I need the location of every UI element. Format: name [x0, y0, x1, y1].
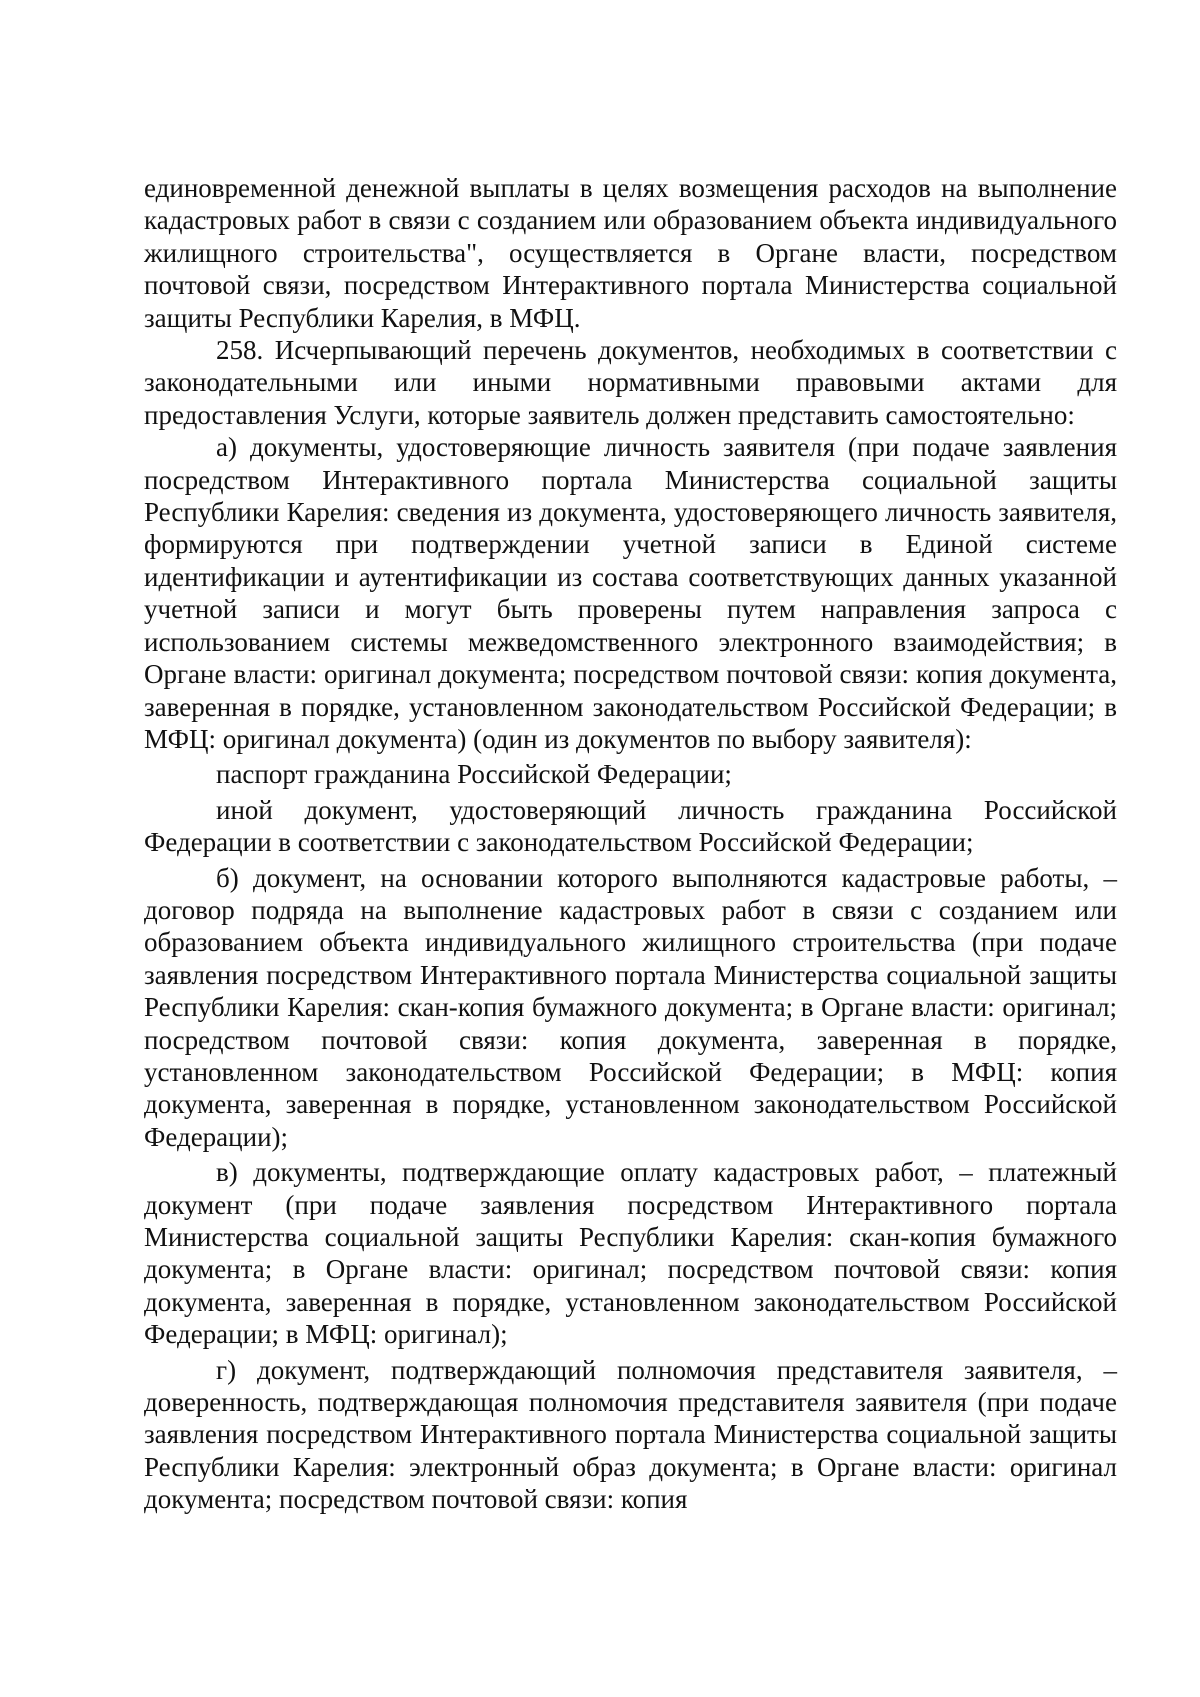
paragraph-other-id: иной документ, удостоверяющий личность гражданина Российской Федерации в соответствии с законодательством Российской Федерации;	[144, 794, 1117, 858]
paragraph-item-v: в) документы, подтверждающие оплату кадастровых работ, – платежный документ (при подаче заявления посредством Интерактивного портала Министерства социальной защиты Республики Карелия: скан-копия бумажного документа; в Органе власти: оригинал; посредством почтовой связи: копия документа, заверенная в порядке, установленном законодательством Российской Федерации; в МФЦ: оригинал);	[144, 1157, 1117, 1350]
paragraph-258: 258. Исчерпывающий перечень документов, необходимых в соответствии с законодательными или иными нормативными правовыми актами для предоставления Услуги, которые заявитель должен представить самостоятельно:	[144, 335, 1117, 430]
document-body	[144, 172, 1117, 1516]
paragraph-item-b: б) документ, на основании которого выполняются кадастровые работы, – договор подряда на выполнение кадастровых работ в связи с созданием или образованием объекта индивидуального жилищного строительства (при подаче заявления посредством Интерактивного портала Министерства социальной защиты Республики Карелия: скан-копия бумажного документа; в Органе власти: оригинал; посредством почтовой связи: копия документа, заверенная в порядке, установленном законодательством Российской Федерации; в МФЦ: копия документа, заверенная в порядке, установленном законодательством Российской Федерации);	[144, 862, 1117, 1152]
paragraph-passport: паспорт гражданина Российской Федерации;	[216, 759, 732, 790]
paragraph-continuation: единовременной денежной выплаты в целях возмещения расходов на выполнение кадастровых работ в связи с созданием или образованием объекта индивидуального жилищного строительства", осуществляется в Органе власти, посредством почтовой связи, посредством Интерактивного портала Министерства социальной защиты Республики Карелия, в МФЦ.	[144, 173, 1117, 333]
paragraph-item-a: а) документы, удостоверяющие личность заявителя (при подаче заявления посредством Интерактивного портала Министерства социальной защиты Республики Карелия: сведения из документа, удостоверяющего личность заявителя, формируются при подтверждении учетной записи в Единой системе идентификации и аутентификации из состава соответствующих данных указанной учетной записи и могут быть проверены путем направления запроса с использованием системы межведомственного электронного взаимодействия; в Органе власти: оригинал документа; посредством почтовой связи: копия документа, заверенная в порядке, установленном законодательством Российской Федерации; в МФЦ: оригинал документа) (один из документов по выбору заявителя):	[144, 432, 1117, 754]
paragraph-item-g: г) документ, подтверждающий полномочия представителя заявителя, – доверенность, подтверждающая полномочия представителя заявителя (при подаче заявления посредством Интерактивного портала Министерства социальной защиты Республики Карелия: электронный образ документа; в Органе власти: оригинал документа; посредством почтовой связи: копия	[144, 1354, 1117, 1515]
